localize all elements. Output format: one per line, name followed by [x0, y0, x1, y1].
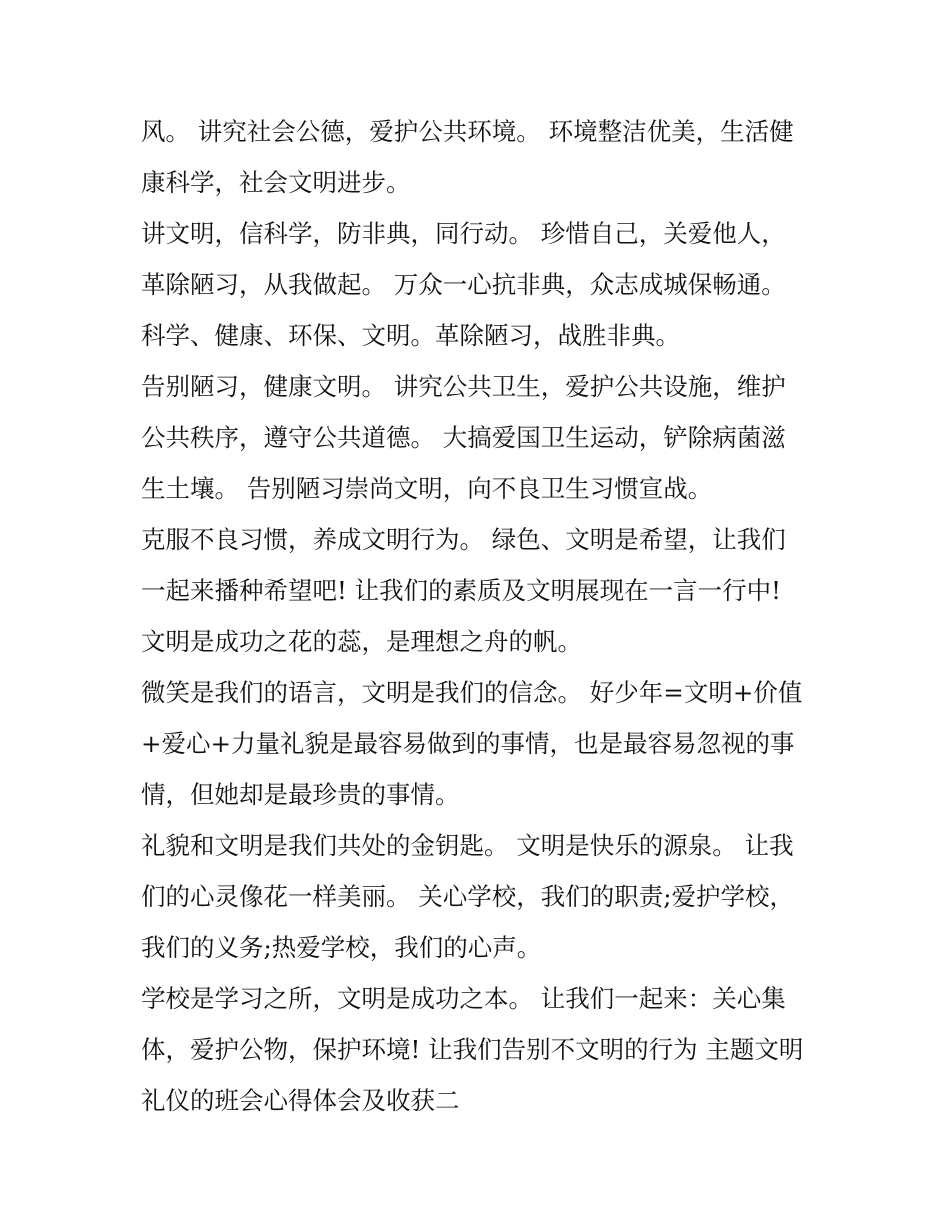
paragraph-6 — [141, 820, 821, 973]
paragraph-1 — [141, 106, 821, 208]
text-line: 告别陋习，健康文明。 讲究公共卫生，爱护公共设施，维护 — [141, 372, 786, 401]
text-line: 科学、健康、环保、文明。革除陋习，战胜非典。 — [141, 321, 680, 350]
text-line: 微笑是我们的语言，文明是我们的信念。 好少年=文明+价值 — [141, 678, 803, 707]
text-line: 礼貌和文明是我们共处的金钥匙。 文明是快乐的源泉。 让我 — [141, 831, 794, 860]
text-line: 礼仪的班会心得体会及收获二 — [141, 1086, 460, 1115]
text-line: 文明是成功之花的蕊，是理想之舟的帆。 — [141, 627, 582, 656]
text-line: 公共秩序，遵守公共道德。 大搞爱国卫生运动，铲除病菌滋 — [141, 423, 786, 452]
text-line: +爱心+力量礼貌是最容易做到的事情，也是最容易忽视的事 — [141, 729, 795, 758]
text-line: 们的心灵像花一样美丽。 关心学校，我们的职责;爱护学校， — [141, 882, 795, 911]
text-line: 讲文明，信科学，防非典，同行动。 珍惜自己，关爱他人， — [141, 219, 786, 248]
document-body — [141, 106, 821, 1126]
text-line: 风。 讲究社会公德，爱护公共环境。 环境整洁优美，生活健 — [141, 117, 794, 146]
text-line: 情，但她却是最珍贵的事情。 — [141, 780, 460, 809]
paragraph-4 — [141, 514, 821, 667]
paragraph-2 — [141, 208, 821, 361]
text-line: 一起来播种希望吧! 让我们的素质及文明展现在一言一行中! — [141, 576, 781, 605]
paragraph-5 — [141, 667, 821, 820]
text-line: 体，爱护公物，保护环境! 让我们告别不文明的行为 主题文明 — [141, 1035, 804, 1064]
text-line: 克服不良习惯，养成文明行为。 绿色、文明是希望，让我们 — [141, 525, 786, 554]
text-line: 康科学，社会文明进步。 — [141, 168, 411, 197]
text-line: 生土壤。 告别陋习崇尚文明，向不良卫生习惯宣战。 — [141, 474, 713, 503]
text-line: 我们的义务;热爱学校，我们的心声。 — [141, 933, 542, 962]
text-line: 革除陋习，从我做起。 万众一心抗非典，众志成城保畅通。 — [141, 270, 786, 299]
paragraph-7 — [141, 973, 821, 1126]
paragraph-3 — [141, 361, 821, 514]
text-line: 学校是学习之所，文明是成功之本。 让我们一起来：关心集 — [141, 984, 786, 1013]
